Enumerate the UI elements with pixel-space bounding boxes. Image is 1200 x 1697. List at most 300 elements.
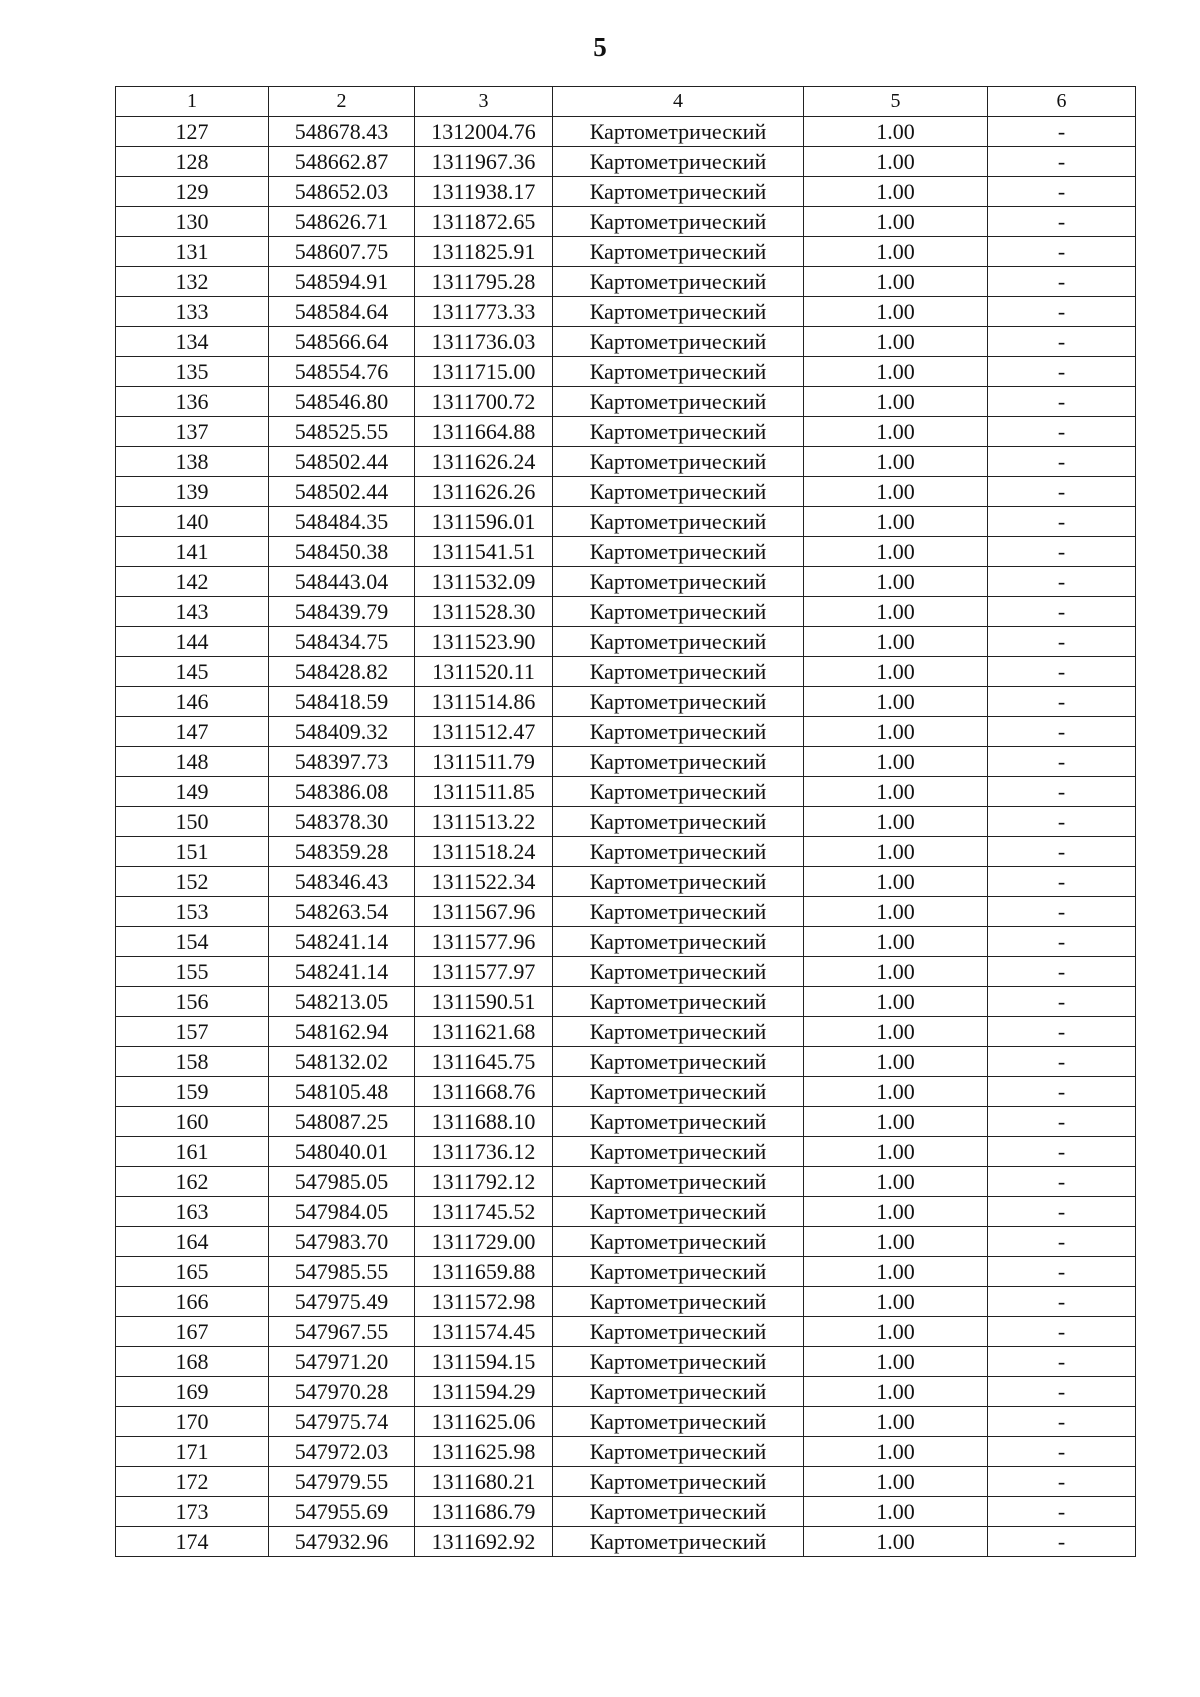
x-coordinate-cell: 548241.14: [269, 927, 415, 957]
x-coordinate-cell: 547970.28: [269, 1377, 415, 1407]
x-coordinate-cell: 547985.55: [269, 1257, 415, 1287]
table-row: [116, 1317, 1136, 1347]
accuracy-cell: 1.00: [804, 297, 988, 327]
y-coordinate-cell: 1311567.96: [415, 897, 553, 927]
accuracy-cell: 1.00: [804, 1287, 988, 1317]
method-cell: Картометрический: [553, 1077, 804, 1107]
method-cell: Картометрический: [553, 957, 804, 987]
method-cell: Картометрический: [553, 1407, 804, 1437]
table-row: [116, 777, 1136, 807]
x-coordinate-cell: 548162.94: [269, 1017, 415, 1047]
description-cell: -: [988, 1467, 1136, 1497]
table-row: [116, 597, 1136, 627]
method-cell: Картометрический: [553, 1227, 804, 1257]
description-cell: -: [988, 597, 1136, 627]
x-coordinate-cell: 548554.76: [269, 357, 415, 387]
description-cell: -: [988, 837, 1136, 867]
point-number-cell: 142: [116, 567, 269, 597]
method-cell: Картометрический: [553, 1467, 804, 1497]
y-coordinate-cell: 1311572.98: [415, 1287, 553, 1317]
method-cell: Картометрический: [553, 177, 804, 207]
accuracy-cell: 1.00: [804, 1197, 988, 1227]
accuracy-cell: 1.00: [804, 207, 988, 237]
point-number-cell: 140: [116, 507, 269, 537]
x-coordinate-cell: 548484.35: [269, 507, 415, 537]
y-coordinate-cell: 1311626.24: [415, 447, 553, 477]
y-coordinate-cell: 1311512.47: [415, 717, 553, 747]
x-coordinate-cell: 548040.01: [269, 1137, 415, 1167]
x-coordinate-cell: 548584.64: [269, 297, 415, 327]
column-header-5: 5: [804, 87, 988, 117]
x-coordinate-cell: 548662.87: [269, 147, 415, 177]
accuracy-cell: 1.00: [804, 927, 988, 957]
description-cell: -: [988, 417, 1136, 447]
method-cell: Картометрический: [553, 237, 804, 267]
description-cell: -: [988, 357, 1136, 387]
table-row: [116, 537, 1136, 567]
accuracy-cell: 1.00: [804, 147, 988, 177]
method-cell: Картометрический: [553, 897, 804, 927]
point-number-cell: 146: [116, 687, 269, 717]
point-number-cell: 169: [116, 1377, 269, 1407]
y-coordinate-cell: 1311668.76: [415, 1077, 553, 1107]
description-cell: -: [988, 147, 1136, 177]
point-number-cell: 148: [116, 747, 269, 777]
x-coordinate-cell: 547984.05: [269, 1197, 415, 1227]
method-cell: Картометрический: [553, 1497, 804, 1527]
y-coordinate-cell: 1311528.30: [415, 597, 553, 627]
point-number-cell: 156: [116, 987, 269, 1017]
y-coordinate-cell: 1311659.88: [415, 1257, 553, 1287]
accuracy-cell: 1.00: [804, 1257, 988, 1287]
point-number-cell: 164: [116, 1227, 269, 1257]
description-cell: -: [988, 1137, 1136, 1167]
method-cell: Картометрический: [553, 1137, 804, 1167]
description-cell: -: [988, 1497, 1136, 1527]
point-number-cell: 149: [116, 777, 269, 807]
accuracy-cell: 1.00: [804, 327, 988, 357]
description-cell: -: [988, 777, 1136, 807]
point-number-cell: 136: [116, 387, 269, 417]
accuracy-cell: 1.00: [804, 1377, 988, 1407]
accuracy-cell: 1.00: [804, 777, 988, 807]
x-coordinate-cell: 548397.73: [269, 747, 415, 777]
point-number-cell: 131: [116, 237, 269, 267]
description-cell: -: [988, 1287, 1136, 1317]
point-number-cell: 135: [116, 357, 269, 387]
accuracy-cell: 1.00: [804, 717, 988, 747]
point-number-cell: 155: [116, 957, 269, 987]
description-cell: -: [988, 1437, 1136, 1467]
y-coordinate-cell: 1311590.51: [415, 987, 553, 1017]
table-row: [116, 177, 1136, 207]
table-row: [116, 1257, 1136, 1287]
y-coordinate-cell: 1311967.36: [415, 147, 553, 177]
table-row: [116, 447, 1136, 477]
x-coordinate-cell: 548409.32: [269, 717, 415, 747]
y-coordinate-cell: 1311522.34: [415, 867, 553, 897]
y-coordinate-cell: 1311523.90: [415, 627, 553, 657]
y-coordinate-cell: 1311680.21: [415, 1467, 553, 1497]
table-row: [116, 1497, 1136, 1527]
table-row: [116, 1197, 1136, 1227]
table-row: [116, 417, 1136, 447]
accuracy-cell: 1.00: [804, 1467, 988, 1497]
point-number-cell: 127: [116, 117, 269, 147]
description-cell: -: [988, 1077, 1136, 1107]
y-coordinate-cell: 1311688.10: [415, 1107, 553, 1137]
description-cell: -: [988, 207, 1136, 237]
description-cell: -: [988, 237, 1136, 267]
method-cell: Картометрический: [553, 477, 804, 507]
x-coordinate-cell: 548607.75: [269, 237, 415, 267]
method-cell: Картометрический: [553, 687, 804, 717]
table-row: [116, 357, 1136, 387]
x-coordinate-cell: 548241.14: [269, 957, 415, 987]
coordinates-table-body: [116, 87, 1136, 1557]
y-coordinate-cell: 1311686.79: [415, 1497, 553, 1527]
accuracy-cell: 1.00: [804, 237, 988, 267]
y-coordinate-cell: 1311532.09: [415, 567, 553, 597]
table-row: [116, 117, 1136, 147]
accuracy-cell: 1.00: [804, 807, 988, 837]
x-coordinate-cell: 547985.05: [269, 1167, 415, 1197]
accuracy-cell: 1.00: [804, 1047, 988, 1077]
method-cell: Картометрический: [553, 987, 804, 1017]
x-coordinate-cell: 548525.55: [269, 417, 415, 447]
y-coordinate-cell: 1311736.12: [415, 1137, 553, 1167]
table-row: [116, 1227, 1136, 1257]
x-coordinate-cell: 548213.05: [269, 987, 415, 1017]
point-number-cell: 147: [116, 717, 269, 747]
y-coordinate-cell: 1311520.11: [415, 657, 553, 687]
coordinates-table: [115, 86, 1136, 1557]
point-number-cell: 171: [116, 1437, 269, 1467]
y-coordinate-cell: 1311594.29: [415, 1377, 553, 1407]
y-coordinate-cell: 1311514.86: [415, 687, 553, 717]
accuracy-cell: 1.00: [804, 1077, 988, 1107]
y-coordinate-cell: 1311773.33: [415, 297, 553, 327]
accuracy-cell: 1.00: [804, 1137, 988, 1167]
point-number-cell: 160: [116, 1107, 269, 1137]
table-row: [116, 1167, 1136, 1197]
point-number-cell: 154: [116, 927, 269, 957]
table-row: [116, 957, 1136, 987]
y-coordinate-cell: 1311745.52: [415, 1197, 553, 1227]
description-cell: -: [988, 1257, 1136, 1287]
x-coordinate-cell: 547972.03: [269, 1437, 415, 1467]
x-coordinate-cell: 548594.91: [269, 267, 415, 297]
y-coordinate-cell: 1311729.00: [415, 1227, 553, 1257]
y-coordinate-cell: 1311736.03: [415, 327, 553, 357]
description-cell: -: [988, 867, 1136, 897]
method-cell: Картометрический: [553, 627, 804, 657]
description-cell: -: [988, 627, 1136, 657]
x-coordinate-cell: 548428.82: [269, 657, 415, 687]
y-coordinate-cell: 1311511.85: [415, 777, 553, 807]
y-coordinate-cell: 1311792.12: [415, 1167, 553, 1197]
method-cell: Картометрический: [553, 777, 804, 807]
column-header-4: 4: [553, 87, 804, 117]
x-coordinate-cell: 548378.30: [269, 807, 415, 837]
accuracy-cell: 1.00: [804, 837, 988, 867]
point-number-cell: 173: [116, 1497, 269, 1527]
y-coordinate-cell: 1311577.97: [415, 957, 553, 987]
table-row: [116, 897, 1136, 927]
description-cell: -: [988, 297, 1136, 327]
description-cell: -: [988, 1407, 1136, 1437]
column-header-3: 3: [415, 87, 553, 117]
accuracy-cell: 1.00: [804, 1107, 988, 1137]
table-row: [116, 207, 1136, 237]
table-row: [116, 267, 1136, 297]
method-cell: Картометрический: [553, 537, 804, 567]
y-coordinate-cell: 1311872.65: [415, 207, 553, 237]
method-cell: Картометрический: [553, 567, 804, 597]
accuracy-cell: 1.00: [804, 537, 988, 567]
table-row: [116, 1467, 1136, 1497]
description-cell: -: [988, 387, 1136, 417]
x-coordinate-cell: 548546.80: [269, 387, 415, 417]
accuracy-cell: 1.00: [804, 867, 988, 897]
x-coordinate-cell: 548652.03: [269, 177, 415, 207]
column-header-6: 6: [988, 87, 1136, 117]
method-cell: Картометрический: [553, 327, 804, 357]
column-header-2: 2: [269, 87, 415, 117]
point-number-cell: 174: [116, 1527, 269, 1557]
method-cell: Картометрический: [553, 507, 804, 537]
y-coordinate-cell: 1311692.92: [415, 1527, 553, 1557]
point-number-cell: 139: [116, 477, 269, 507]
x-coordinate-cell: 548439.79: [269, 597, 415, 627]
description-cell: -: [988, 1017, 1136, 1047]
description-cell: -: [988, 537, 1136, 567]
table-row: [116, 477, 1136, 507]
description-cell: -: [988, 747, 1136, 777]
point-number-cell: 163: [116, 1197, 269, 1227]
table-row: [116, 1377, 1136, 1407]
accuracy-cell: 1.00: [804, 687, 988, 717]
x-coordinate-cell: 547967.55: [269, 1317, 415, 1347]
y-coordinate-cell: 1311825.91: [415, 237, 553, 267]
description-cell: -: [988, 1377, 1136, 1407]
accuracy-cell: 1.00: [804, 1347, 988, 1377]
x-coordinate-cell: 548566.64: [269, 327, 415, 357]
y-coordinate-cell: 1311626.26: [415, 477, 553, 507]
accuracy-cell: 1.00: [804, 387, 988, 417]
x-coordinate-cell: 548359.28: [269, 837, 415, 867]
table-row: [116, 687, 1136, 717]
y-coordinate-cell: 1311938.17: [415, 177, 553, 207]
description-cell: -: [988, 1227, 1136, 1257]
method-cell: Картометрический: [553, 1017, 804, 1047]
point-number-cell: 133: [116, 297, 269, 327]
point-number-cell: 137: [116, 417, 269, 447]
accuracy-cell: 1.00: [804, 1167, 988, 1197]
point-number-cell: 151: [116, 837, 269, 867]
method-cell: Картометрический: [553, 147, 804, 177]
point-number-cell: 143: [116, 597, 269, 627]
y-coordinate-cell: 1311795.28: [415, 267, 553, 297]
point-number-cell: 167: [116, 1317, 269, 1347]
method-cell: Картометрический: [553, 1167, 804, 1197]
y-coordinate-cell: 1311577.96: [415, 927, 553, 957]
table-row: [116, 1407, 1136, 1437]
accuracy-cell: 1.00: [804, 627, 988, 657]
x-coordinate-cell: 547971.20: [269, 1347, 415, 1377]
method-cell: Картометрический: [553, 1107, 804, 1137]
table-row: [116, 387, 1136, 417]
description-cell: -: [988, 267, 1136, 297]
y-coordinate-cell: 1311645.75: [415, 1047, 553, 1077]
point-number-cell: 132: [116, 267, 269, 297]
accuracy-cell: 1.00: [804, 1227, 988, 1257]
x-coordinate-cell: 548263.54: [269, 897, 415, 927]
table-row: [116, 657, 1136, 687]
point-number-cell: 138: [116, 447, 269, 477]
point-number-cell: 134: [116, 327, 269, 357]
accuracy-cell: 1.00: [804, 957, 988, 987]
x-coordinate-cell: 548386.08: [269, 777, 415, 807]
x-coordinate-cell: 548443.04: [269, 567, 415, 597]
x-coordinate-cell: 548346.43: [269, 867, 415, 897]
description-cell: -: [988, 1347, 1136, 1377]
accuracy-cell: 1.00: [804, 1317, 988, 1347]
y-coordinate-cell: 1311621.68: [415, 1017, 553, 1047]
description-cell: -: [988, 1107, 1136, 1137]
accuracy-cell: 1.00: [804, 567, 988, 597]
description-cell: -: [988, 687, 1136, 717]
y-coordinate-cell: 1311594.15: [415, 1347, 553, 1377]
x-coordinate-cell: 548418.59: [269, 687, 415, 717]
point-number-cell: 152: [116, 867, 269, 897]
accuracy-cell: 1.00: [804, 897, 988, 927]
y-coordinate-cell: 1311541.51: [415, 537, 553, 567]
x-coordinate-cell: 548434.75: [269, 627, 415, 657]
point-number-cell: 129: [116, 177, 269, 207]
accuracy-cell: 1.00: [804, 747, 988, 777]
point-number-cell: 159: [116, 1077, 269, 1107]
method-cell: Картометрический: [553, 387, 804, 417]
table-row: [116, 747, 1136, 777]
y-coordinate-cell: 1311625.98: [415, 1437, 553, 1467]
description-cell: -: [988, 507, 1136, 537]
accuracy-cell: 1.00: [804, 357, 988, 387]
method-cell: Картометрический: [553, 1437, 804, 1467]
x-coordinate-cell: 547979.55: [269, 1467, 415, 1497]
description-cell: -: [988, 1197, 1136, 1227]
accuracy-cell: 1.00: [804, 447, 988, 477]
accuracy-cell: 1.00: [804, 657, 988, 687]
accuracy-cell: 1.00: [804, 177, 988, 207]
table-row: [116, 1107, 1136, 1137]
accuracy-cell: 1.00: [804, 477, 988, 507]
point-number-cell: 145: [116, 657, 269, 687]
method-cell: Картометрический: [553, 1047, 804, 1077]
method-cell: Картометрический: [553, 207, 804, 237]
point-number-cell: 130: [116, 207, 269, 237]
point-number-cell: 144: [116, 627, 269, 657]
y-coordinate-cell: 1311574.45: [415, 1317, 553, 1347]
description-cell: -: [988, 447, 1136, 477]
accuracy-cell: 1.00: [804, 1527, 988, 1557]
description-cell: -: [988, 987, 1136, 1017]
method-cell: Картометрический: [553, 417, 804, 447]
table-row: [116, 927, 1136, 957]
description-cell: -: [988, 117, 1136, 147]
description-cell: -: [988, 927, 1136, 957]
method-cell: Картометрический: [553, 807, 804, 837]
point-number-cell: 162: [116, 1167, 269, 1197]
y-coordinate-cell: 1311664.88: [415, 417, 553, 447]
table-row: [116, 1017, 1136, 1047]
method-cell: Картометрический: [553, 837, 804, 867]
table-row: [116, 1437, 1136, 1467]
y-coordinate-cell: 1312004.76: [415, 117, 553, 147]
description-cell: -: [988, 717, 1136, 747]
description-cell: -: [988, 807, 1136, 837]
method-cell: Картометрический: [553, 1197, 804, 1227]
x-coordinate-cell: 548502.44: [269, 447, 415, 477]
table-row: [116, 837, 1136, 867]
method-cell: Картометрический: [553, 927, 804, 957]
method-cell: Картометрический: [553, 267, 804, 297]
table-row: [116, 627, 1136, 657]
method-cell: Картометрический: [553, 1287, 804, 1317]
point-number-cell: 168: [116, 1347, 269, 1377]
accuracy-cell: 1.00: [804, 597, 988, 627]
description-cell: -: [988, 1527, 1136, 1557]
x-coordinate-cell: 547983.70: [269, 1227, 415, 1257]
table-row: [116, 1077, 1136, 1107]
point-number-cell: 166: [116, 1287, 269, 1317]
description-cell: -: [988, 1047, 1136, 1077]
point-number-cell: 172: [116, 1467, 269, 1497]
method-cell: Картометрический: [553, 117, 804, 147]
x-coordinate-cell: 548450.38: [269, 537, 415, 567]
y-coordinate-cell: 1311596.01: [415, 507, 553, 537]
description-cell: -: [988, 177, 1136, 207]
point-number-cell: 158: [116, 1047, 269, 1077]
point-number-cell: 161: [116, 1137, 269, 1167]
x-coordinate-cell: 548626.71: [269, 207, 415, 237]
accuracy-cell: 1.00: [804, 987, 988, 1017]
method-cell: Картометрический: [553, 357, 804, 387]
point-number-cell: 128: [116, 147, 269, 177]
point-number-cell: 150: [116, 807, 269, 837]
accuracy-cell: 1.00: [804, 1437, 988, 1467]
table-row: [116, 1287, 1136, 1317]
y-coordinate-cell: 1311513.22: [415, 807, 553, 837]
description-cell: -: [988, 657, 1136, 687]
table-row: [116, 327, 1136, 357]
x-coordinate-cell: 548132.02: [269, 1047, 415, 1077]
table-row: [116, 717, 1136, 747]
method-cell: Картометрический: [553, 747, 804, 777]
x-coordinate-cell: 548502.44: [269, 477, 415, 507]
accuracy-cell: 1.00: [804, 1497, 988, 1527]
table-row: [116, 567, 1136, 597]
description-cell: -: [988, 327, 1136, 357]
method-cell: Картометрический: [553, 597, 804, 627]
x-coordinate-cell: 547975.49: [269, 1287, 415, 1317]
x-coordinate-cell: 548087.25: [269, 1107, 415, 1137]
description-cell: -: [988, 957, 1136, 987]
method-cell: Картометрический: [553, 1377, 804, 1407]
accuracy-cell: 1.00: [804, 1017, 988, 1047]
table-row: [116, 297, 1136, 327]
method-cell: Картометрический: [553, 867, 804, 897]
